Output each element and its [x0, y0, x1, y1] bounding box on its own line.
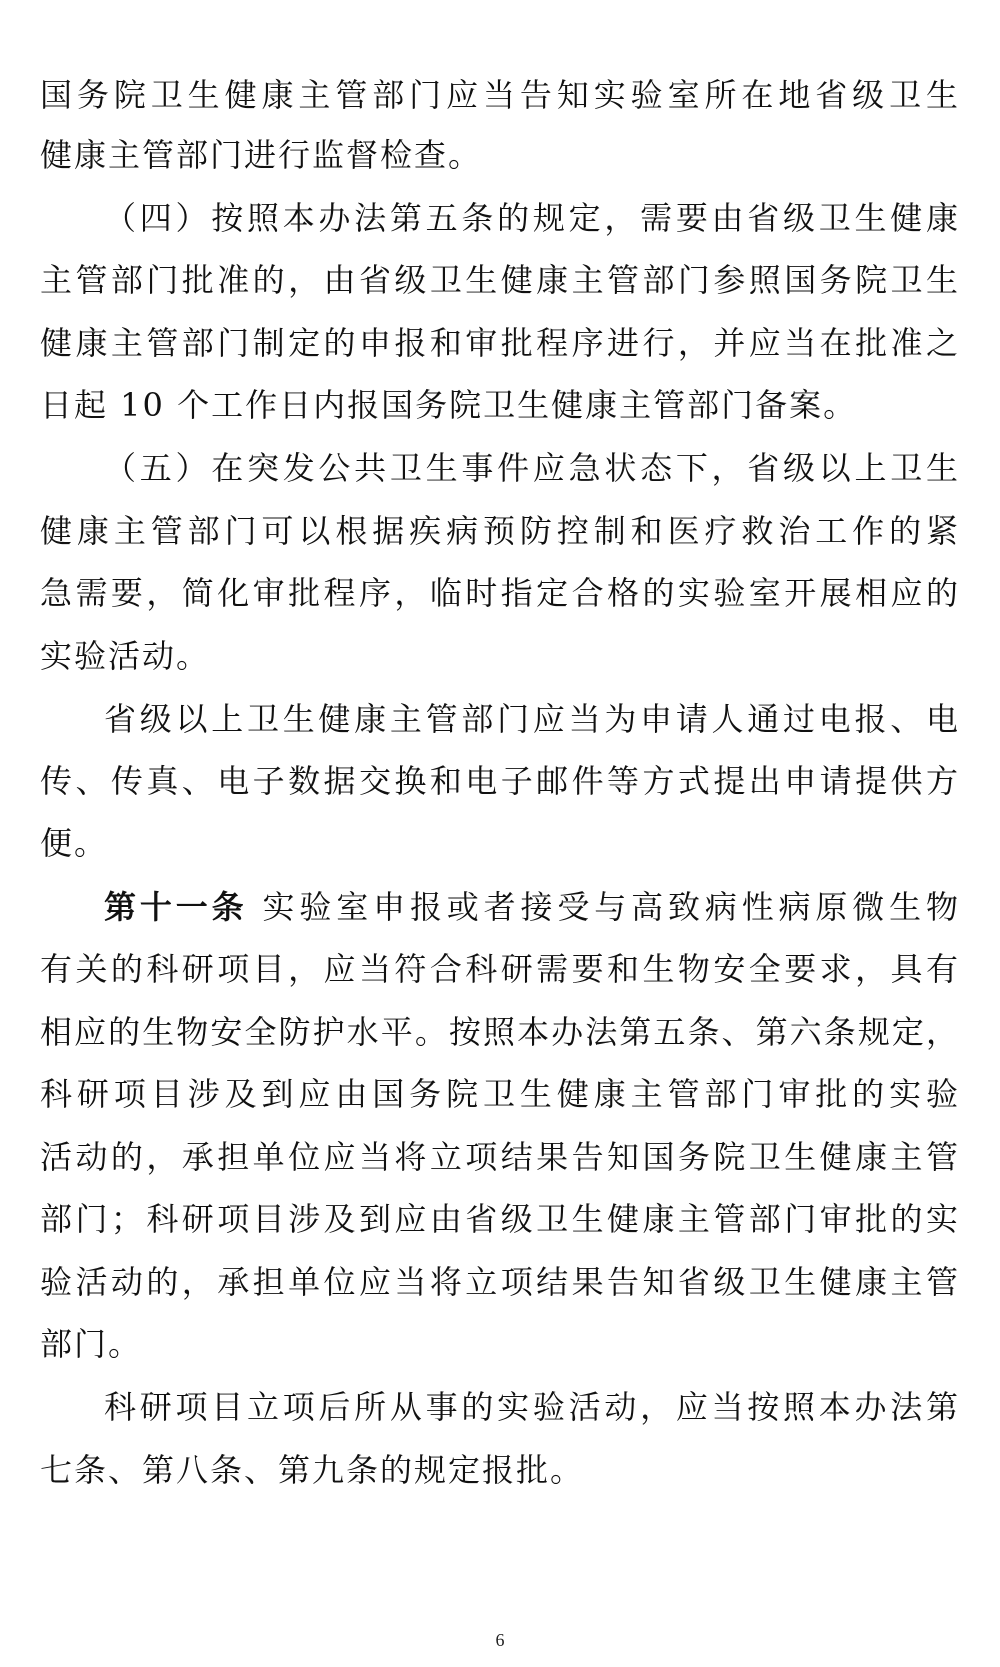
text-line: （五）在突发公共卫生事件应急状态下，省级以上卫生	[104, 449, 960, 487]
text-line: 急需要，简化审批程序，临时指定合格的实验室开展相应的	[40, 574, 960, 612]
text-line: 科研项目涉及到应由国务院卫生健康主管部门审批的实验	[40, 1075, 960, 1113]
text-line: 七条、第八条、第九条的规定报批。	[40, 1451, 585, 1489]
text-line: 验活动的，承担单位应当将立项结果告知省级卫生健康主管	[40, 1263, 960, 1301]
article-text: 实验室申报或者接受与高致病性病原微生物	[262, 888, 960, 926]
text-line: 主管部门批准的，由省级卫生健康主管部门参照国务院卫生	[40, 261, 960, 299]
text-line: 传、传真、电子数据交换和电子邮件等方式提出申请提供方	[40, 762, 960, 800]
page-number: 6	[495, 1630, 505, 1650]
text-line: 活动的，承担单位应当将立项结果告知国务院卫生健康主管	[40, 1138, 960, 1176]
text-line: 部门；科研项目涉及到应由省级卫生健康主管部门审批的实	[40, 1200, 960, 1238]
text-line: （四）按照本办法第五条的规定，需要由省级卫生健康	[104, 199, 960, 237]
text-line: 相应的生物安全防护水平。按照本办法第五条、第六条规定，	[40, 1013, 960, 1051]
article-first-line	[104, 877, 960, 937]
text-line: 科研项目立项后所从事的实验活动，应当按照本办法第	[104, 1388, 960, 1426]
text-line: 省级以上卫生健康主管部门应当为申请人通过电报、电	[104, 700, 960, 738]
article-number: 第十一条	[104, 888, 248, 926]
text-line: 健康主管部门进行监督检查。	[40, 136, 483, 174]
text-line: 健康主管部门制定的申报和审批程序进行，并应当在批准之	[40, 324, 960, 362]
text-line: 便。	[40, 824, 109, 862]
text-line: 有关的科研项目，应当符合科研需要和生物安全要求，具有	[40, 950, 960, 988]
text-line: 国务院卫生健康主管部门应当告知实验室所在地省级卫生	[40, 76, 960, 114]
text-line: 实验活动。	[40, 637, 211, 675]
text-line: 部门。	[40, 1325, 143, 1363]
text-line: 日起 10 个工作日内报国务院卫生健康主管部门备案。	[40, 386, 858, 424]
text-line: 健康主管部门可以根据疾病预防控制和医疗救治工作的紧	[40, 512, 960, 550]
